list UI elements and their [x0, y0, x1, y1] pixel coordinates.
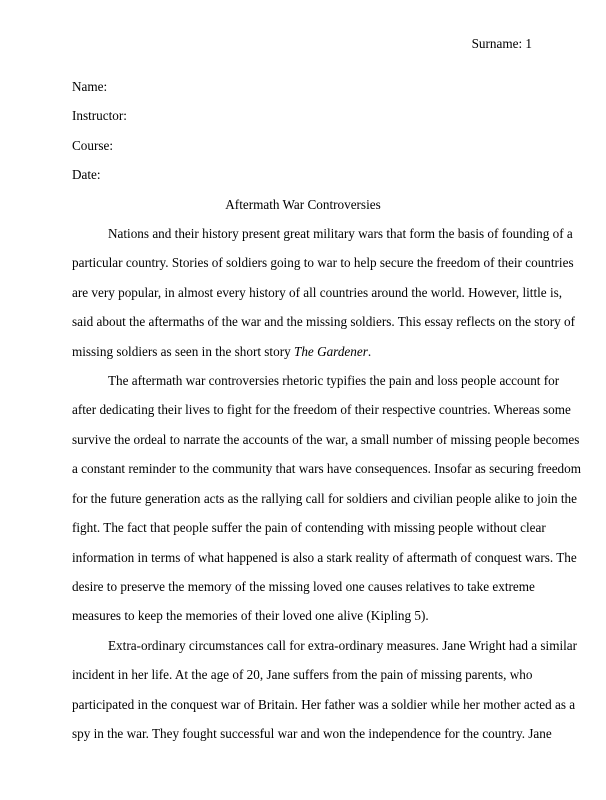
paragraph-line: information in terms of what happened is also a stark reality of aftermath of conquest wars. The [72, 549, 577, 565]
paragraph-line: spy in the war. They fought successful war and won the independence for the country. Jane [72, 725, 552, 741]
paragraph-line: fight. The fact that people suffer the pain of contending with missing people without clear [72, 520, 546, 536]
paragraph-line: for the future generation acts as the rallying call for soldiers and civilian people alike to join the [72, 490, 577, 506]
heading-instructor: Instructor: [72, 108, 127, 124]
paragraph-text: missing soldiers as seen in the short story [72, 343, 294, 359]
paragraph-line: measures to keep the memories of their loved one alive (Kipling 5). [72, 608, 429, 624]
paragraph-line: said about the aftermaths of the war and the missing soldiers. This essay reflects on the story of [72, 314, 575, 330]
paragraph-line: are very popular, in almost every history of all countries around the world. However, little is, [72, 284, 563, 300]
paragraph-line: Nations and their history present great military wars that form the basis of founding of a [108, 226, 573, 242]
paragraph-line: particular country. Stories of soldiers going to war to help secure the freedom of their countries [72, 255, 574, 271]
heading-course: Course: [72, 137, 114, 153]
paragraph-line: survive the ordeal to narrate the accounts of the war, a small number of missing people becomes [72, 431, 580, 447]
document-body [72, 72, 582, 748]
paragraph-1 [72, 219, 575, 366]
paragraph-line: Extra-ordinary circumstances call for extra-ordinary measures. Jane Wright had a similar [108, 637, 578, 653]
heading-date: Date: [72, 167, 101, 183]
running-head: Surname: 1 [471, 36, 532, 51]
paragraph-line: participated in the conquest war of Britain. Her father was a soldier while her mother acted as a [72, 696, 576, 712]
essay-title: Aftermath War Controversies [225, 196, 381, 212]
paragraph-text: . [367, 343, 372, 359]
paragraph-line [72, 337, 534, 366]
heading-name: Name: [72, 79, 108, 94]
paragraph-line: The aftermath war controversies rhetoric typifies the pain and loss people account for [108, 373, 560, 389]
paragraph-line: after dedicating their lives to fight for the freedom of their respective countries. Whereas some [72, 402, 571, 418]
paragraph-2 [72, 366, 582, 631]
story-title: The Gardener [293, 343, 368, 359]
paragraph-3 [72, 631, 578, 749]
paragraph-line: a constant reminder to the community that wars have consequences. Insofar as securing freedom [72, 461, 582, 477]
paragraph-line: incident in her life. At the age of 20, Jane suffers from the pain of missing parents, who [72, 667, 533, 683]
paragraph-line: desire to preserve the memory of the missing loved one causes relatives to take extreme [72, 578, 535, 594]
